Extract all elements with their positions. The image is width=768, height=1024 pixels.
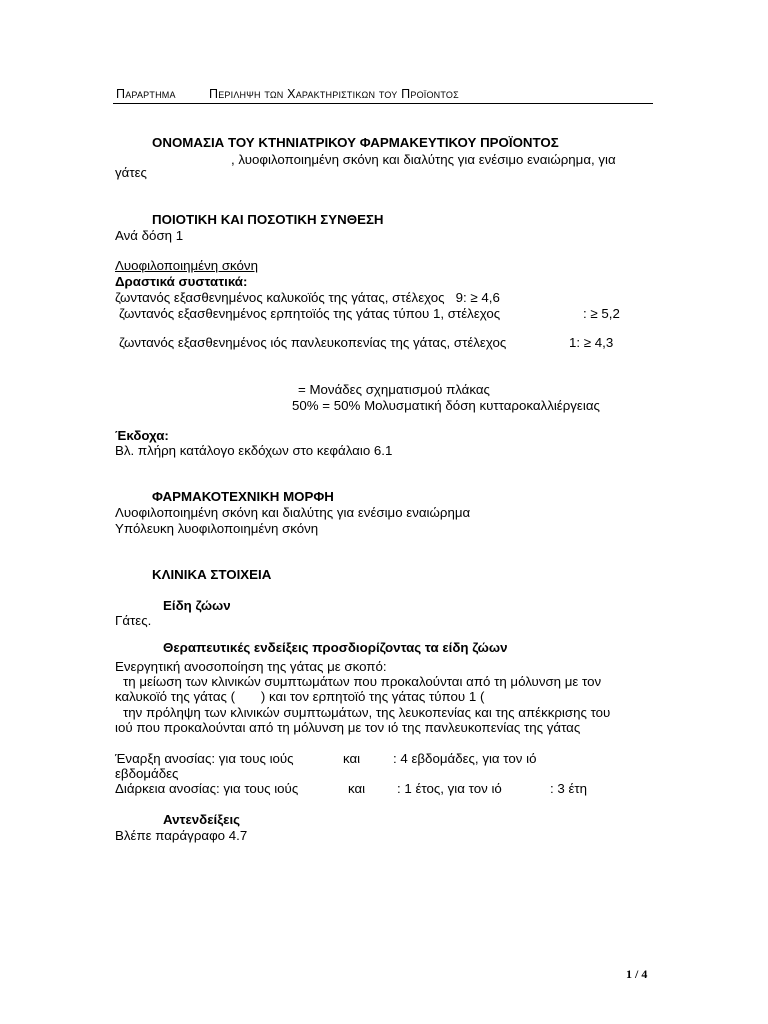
header-title: Περιληψη των Χαρακτηριστικων του Προϊοντος	[209, 87, 459, 101]
powder-label: Λυοφιλοποιημένη σκόνη	[115, 258, 258, 273]
actives-label: Δραστικά συστατικά:	[115, 274, 248, 289]
active-ingredient-2-value: : ≥ 5,2	[583, 306, 620, 321]
species-heading: Είδη ζώων	[163, 598, 231, 613]
section1-heading: ΟΝΟΜΑΣΙΑ ΤΟΥ ΚΤΗΝΙΑΤΡΙΚΟΥ ΦΑΡΜΑΚΕΥΤΙΚΟΥ ΠΡΟΪΟΝΤΟΣ	[152, 135, 559, 150]
section4-heading: ΚΛΙΝΙΚΑ ΣΤΟΙΧΕΙΑ	[152, 567, 272, 582]
section3-heading: ΦΑΡΜΑΚΟΤΕΧΝΙΚΗ ΜΟΡΦΗ	[152, 489, 334, 504]
header-divider	[113, 103, 653, 104]
excipients-text: Βλ. πλήρη κατάλογο εκδόχων στο κεφάλαιο 6.1	[115, 443, 393, 458]
excipients-label: Έκδοχα:	[115, 428, 169, 443]
section3-line2: Υπόλευκη λυοφιλοποιημένη σκόνη	[115, 521, 319, 536]
indications-line2: τη μείωση των κλινικών συμπτωμάτων που προκαλούνται από τη μόλυνση με τον	[123, 674, 602, 689]
onset-line2: εβδομάδες	[115, 766, 179, 781]
active-ingredient-3-name: ζωντανός εξασθενημένος ιός πανλευκοπενίας της γάτας, στέλεχος	[119, 335, 507, 350]
per-dose-text: Ανά δόση 1	[115, 228, 184, 243]
footnote-pfu: = Μονάδες σχηματισμού πλάκας	[298, 382, 490, 397]
active-ingredient-2-name: ζωντανός εξασθενημένος ερπητοϊός της γάτας τύπου 1, στέλεχος	[119, 306, 501, 321]
footnote-ccid50: 50% = 50% Μολυσματική δόση κυτταροκαλλιέργειας	[292, 398, 600, 413]
section1-line1: , λυοφιλοποιημένη σκόνη και διαλύτης για ενέσιμο εναιώρημα, για	[231, 152, 616, 167]
section2-heading: ΠΟΙΟΤΙΚΗ ΚΑΙ ΠΟΣΟΤΙΚΗ ΣΥΝΘΕΣΗ	[152, 212, 384, 227]
section1-line2: γάτες	[115, 165, 147, 180]
indications-line4: την πρόληψη των κλινικών συμπτωμάτων, της λευκοπενίας και της απέκκρισης του	[123, 705, 611, 720]
species-text: Γάτες.	[115, 613, 152, 628]
duration-label: Διάρκεια ανοσίας: για τους ιούς	[115, 781, 299, 796]
duration-year: : 1 έτος, για τον ιό	[397, 781, 502, 796]
indications-line1: Ενεργητική ανοσοποίηση της γάτας με σκοπό:	[115, 659, 387, 674]
onset-label: Έναρξη ανοσίας: για τους ιούς	[115, 751, 294, 766]
indications-line3: καλυκοϊό της γάτας ( ) και τον ερπητοϊό της γάτας τύπου 1 (	[115, 689, 485, 704]
indications-heading: Θεραπευτικές ενδείξεις προσδιορίζοντας τα είδη ζώων	[163, 640, 508, 655]
onset-weeks: : 4 εβδομάδες, για τον ιό	[393, 751, 537, 766]
active-ingredient-3-value: 1: ≥ 4,3	[569, 335, 614, 350]
active-ingredient-1: ζωντανός εξασθενημένος καλυκοϊός της γάτας, στέλεχος 9: ≥ 4,6	[115, 290, 500, 305]
contraindications-text: Βλέπε παράγραφο 4.7	[115, 828, 248, 843]
section3-line1: Λυοφιλοποιημένη σκόνη και διαλύτης για ενέσιμο εναιώρημα	[115, 505, 471, 520]
indications-line5: ιού που προκαλούνται από τη μόλυνση με τον ιό της πανλευκοπενίας της γάτας	[115, 720, 581, 735]
contraindications-heading: Αντενδείξεις	[163, 812, 241, 827]
duration-years: : 3 έτη	[550, 781, 588, 796]
onset-and: και	[343, 751, 361, 766]
page-number: 1 / 4	[626, 967, 648, 981]
header-annex: Παραρτημα	[116, 87, 176, 101]
duration-and: και	[348, 781, 366, 796]
